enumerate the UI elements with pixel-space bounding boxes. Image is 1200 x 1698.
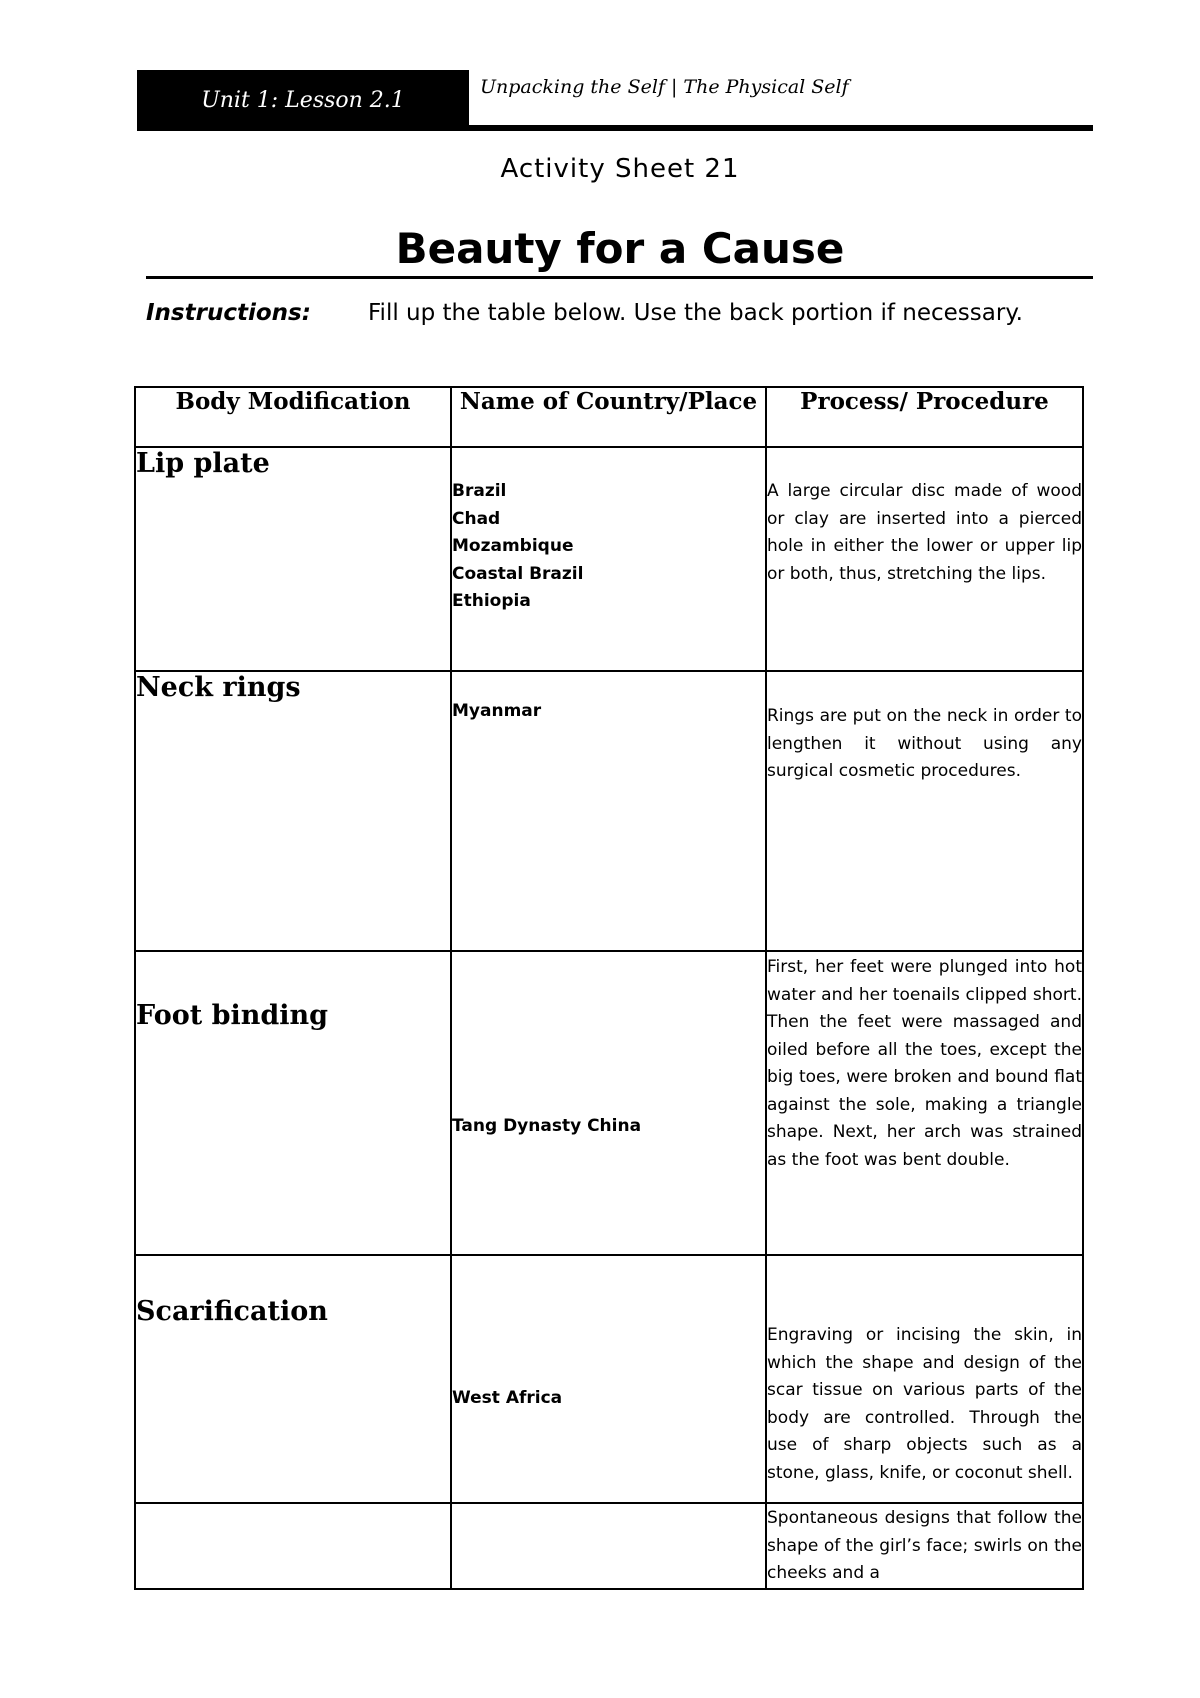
column-header-process: Process/ Procedure [766, 387, 1083, 447]
modification-cell: Neck rings [135, 671, 451, 951]
instructions-text: Fill up the table below. Use the back portion if necessary. [368, 300, 1023, 326]
table-row [135, 1503, 1083, 1589]
body-modification-table [134, 386, 1084, 1590]
process-cell: Engraving or incising the skin, in which the shape and design of the scar tissue on various parts of the body are controlled. Through the use of sharp objects such as a stone, glass, knife, or coconut shell. [766, 1255, 1083, 1503]
modification-cell: Lip plate [135, 447, 451, 671]
place-cell [451, 1255, 766, 1503]
place-cell [451, 447, 766, 671]
process-cell: Rings are put on the neck in order to lengthen it without using any surgical cosmetic procedures. [766, 671, 1083, 951]
place-cell [451, 1503, 766, 1589]
place-cell [451, 671, 766, 951]
place-name: Myanmar [452, 701, 542, 721]
place-name: West Africa [452, 1388, 563, 1409]
modification-cell [135, 1503, 451, 1589]
process-cell: A large circular disc made of wood or clay are inserted into a pierced hole in either the lower or upper lip or both, thus, stretching the lips. [766, 447, 1083, 671]
title-rule [146, 276, 1093, 279]
process-cell: Spontaneous designs that follow the shape of the girl’s face; swirls on the cheeks and a [766, 1503, 1083, 1589]
activity-sheet-label: Activity Sheet 21 [500, 154, 740, 184]
header-subtitle: Unpacking the Self | The Physical Self [480, 76, 849, 98]
place-name: Chad [452, 508, 501, 529]
modification-cell: Foot binding [135, 951, 451, 1255]
column-header-place: Name of Country/Place [451, 387, 766, 447]
table-row [135, 671, 1083, 951]
page-title: Beauty for a Cause [395, 224, 845, 273]
place-name: Brazil [452, 481, 507, 501]
table-row [135, 1255, 1083, 1503]
instructions-label: Instructions: [146, 300, 311, 326]
place-name: Ethiopia [452, 591, 531, 611]
place-name: Coastal Brazil [452, 563, 584, 584]
table-header-row [135, 387, 1083, 447]
table-row [135, 951, 1083, 1255]
table-row [135, 447, 1083, 671]
place-cell [451, 951, 766, 1255]
place-name: Tang Dynasty China [452, 1116, 642, 1137]
column-header-modification: Body Modification [135, 387, 451, 447]
place-name: Mozambique [452, 536, 574, 556]
header-rule [137, 125, 1093, 131]
unit-lesson-label: Unit 1: Lesson 2.1 [201, 87, 405, 113]
unit-lesson-badge [137, 70, 469, 130]
process-cell: First, her feet were plunged into hot water and her toenails clipped short. Then the feet were massaged and oiled before all the toes, except the big toes, were broken and bound flat against the sole, making a triangle shape. Next, her arch was strained as the foot was bent double. [766, 951, 1083, 1255]
modification-cell: Scarification [135, 1255, 451, 1503]
